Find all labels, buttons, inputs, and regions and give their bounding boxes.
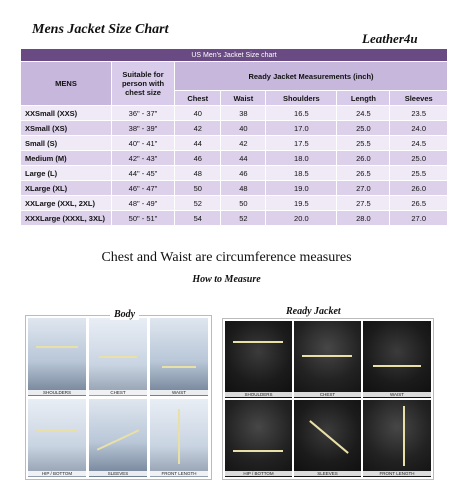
col-header-mens: MENS [21, 62, 112, 106]
jacket-label-shoulders: SHOULDERS [225, 392, 292, 397]
table-row [21, 181, 448, 196]
shoulders-value: 16.5 [266, 106, 337, 121]
table-row [21, 166, 448, 181]
measure-note: Chest and Waist are circumference measures [101, 250, 352, 265]
chest-value: 40 [175, 106, 221, 121]
waist-value: 52 [221, 211, 266, 226]
shoulders-value: 18.0 [266, 151, 337, 166]
waist-value: 46 [221, 166, 266, 181]
chest-value: 46 [175, 151, 221, 166]
size-chart-table [20, 48, 448, 226]
size-name: Small (S) [21, 136, 112, 151]
jacket-panel [222, 318, 434, 480]
table-row [21, 121, 448, 136]
length-value: 26.0 [337, 151, 390, 166]
chest-size-range: 36" - 37" [112, 106, 175, 121]
length-value: 27.0 [337, 181, 390, 196]
length-value: 25.5 [337, 136, 390, 151]
jacket-label-sleeves: SLEEVES [294, 471, 361, 476]
size-name: Large (L) [21, 166, 112, 181]
col-header-length: Length [337, 91, 390, 106]
chart-title: Mens Jacket Size Chart [32, 22, 169, 37]
jacket-waist-photo [363, 321, 431, 398]
sleeves-value: 23.5 [390, 106, 448, 121]
waist-value: 44 [221, 151, 266, 166]
length-value: 27.5 [337, 196, 390, 211]
body-hip-photo [28, 399, 86, 477]
length-value: 28.0 [337, 211, 390, 226]
chest-value: 52 [175, 196, 221, 211]
size-name: XSmall (XS) [21, 121, 112, 136]
body-shoulders-photo [28, 318, 86, 396]
shoulders-value: 20.0 [266, 211, 337, 226]
chest-value: 42 [175, 121, 221, 136]
jacket-label-front-length: FRONT LENGTH [363, 471, 431, 476]
table-row [21, 196, 448, 211]
body-panel [25, 315, 212, 480]
chest-size-range: 40" - 41" [112, 136, 175, 151]
sleeves-value: 26.0 [390, 181, 448, 196]
jacket-hip-photo [225, 400, 292, 477]
sleeves-value: 25.0 [390, 151, 448, 166]
chest-value: 48 [175, 166, 221, 181]
sleeves-value: 25.5 [390, 166, 448, 181]
table-row [21, 151, 448, 166]
body-label-front-length: FRONT LENGTH [150, 471, 208, 476]
jacket-label-waist: WAIST [363, 392, 431, 397]
waist-value: 42 [221, 136, 266, 151]
sleeves-value: 27.0 [390, 211, 448, 226]
body-label-hip: HIP / BOTTOM [28, 471, 86, 476]
length-value: 25.0 [337, 121, 390, 136]
waist-value: 40 [221, 121, 266, 136]
col-header-ready: Ready Jacket Measurements (inch) [175, 62, 448, 91]
shoulders-value: 19.0 [266, 181, 337, 196]
chest-size-range: 48" - 49" [112, 196, 175, 211]
how-to-measure-heading: How to Measure [192, 274, 261, 285]
jacket-label-hip: HIP / BOTTOM [225, 471, 292, 476]
table-row [21, 211, 448, 226]
jacket-chest-photo [294, 321, 361, 398]
col-header-shoulders: Shoulders [266, 91, 337, 106]
sleeves-value: 26.5 [390, 196, 448, 211]
waist-value: 48 [221, 181, 266, 196]
jacket-panel-title: Ready Jacket [282, 306, 345, 317]
col-header-waist: Waist [221, 91, 266, 106]
chest-size-range: 46" - 47" [112, 181, 175, 196]
shoulders-value: 18.5 [266, 166, 337, 181]
jacket-front-length-photo [363, 400, 431, 477]
body-label-sleeves: SLEEVES [89, 471, 147, 476]
size-name: XXLarge (XXL, 2XL) [21, 196, 112, 211]
body-sleeves-photo [89, 399, 147, 477]
size-name: Medium (M) [21, 151, 112, 166]
chest-value: 44 [175, 136, 221, 151]
shoulders-value: 17.0 [266, 121, 337, 136]
table-row [21, 136, 448, 151]
sleeves-value: 24.5 [390, 136, 448, 151]
brand-logo: Leather4u [362, 31, 418, 46]
body-label-chest: CHEST [89, 390, 147, 395]
sleeves-value: 24.0 [390, 121, 448, 136]
length-value: 26.5 [337, 166, 390, 181]
length-value: 24.5 [337, 106, 390, 121]
col-header-suitable: Suitable for person with chest size [112, 62, 175, 106]
chest-size-range: 42" - 43" [112, 151, 175, 166]
jacket-shoulders-photo [225, 321, 292, 398]
jacket-sleeves-photo [294, 400, 361, 477]
size-name: XXSmall (XXS) [21, 106, 112, 121]
body-front-length-photo [150, 399, 208, 477]
table-row [21, 106, 448, 121]
body-label-shoulders: SHOULDERS [28, 390, 86, 395]
body-waist-photo [150, 318, 208, 396]
col-header-sleeves: Sleeves [390, 91, 448, 106]
chest-size-range: 38" - 39" [112, 121, 175, 136]
waist-value: 38 [221, 106, 266, 121]
shoulders-value: 17.5 [266, 136, 337, 151]
table-banner: US Men's Jacket Size chart [21, 49, 448, 62]
waist-value: 50 [221, 196, 266, 211]
col-header-chest: Chest [175, 91, 221, 106]
body-panel-title: Body [110, 309, 139, 320]
body-chest-photo [89, 318, 147, 396]
size-name: XLarge (XL) [21, 181, 112, 196]
jacket-label-chest: CHEST [294, 392, 361, 397]
chest-value: 50 [175, 181, 221, 196]
size-name: XXXLarge (XXXL, 3XL) [21, 211, 112, 226]
body-label-waist: WAIST [150, 390, 208, 395]
chest-size-range: 44" - 45" [112, 166, 175, 181]
shoulders-value: 19.5 [266, 196, 337, 211]
chest-value: 54 [175, 211, 221, 226]
chest-size-range: 50" - 51" [112, 211, 175, 226]
